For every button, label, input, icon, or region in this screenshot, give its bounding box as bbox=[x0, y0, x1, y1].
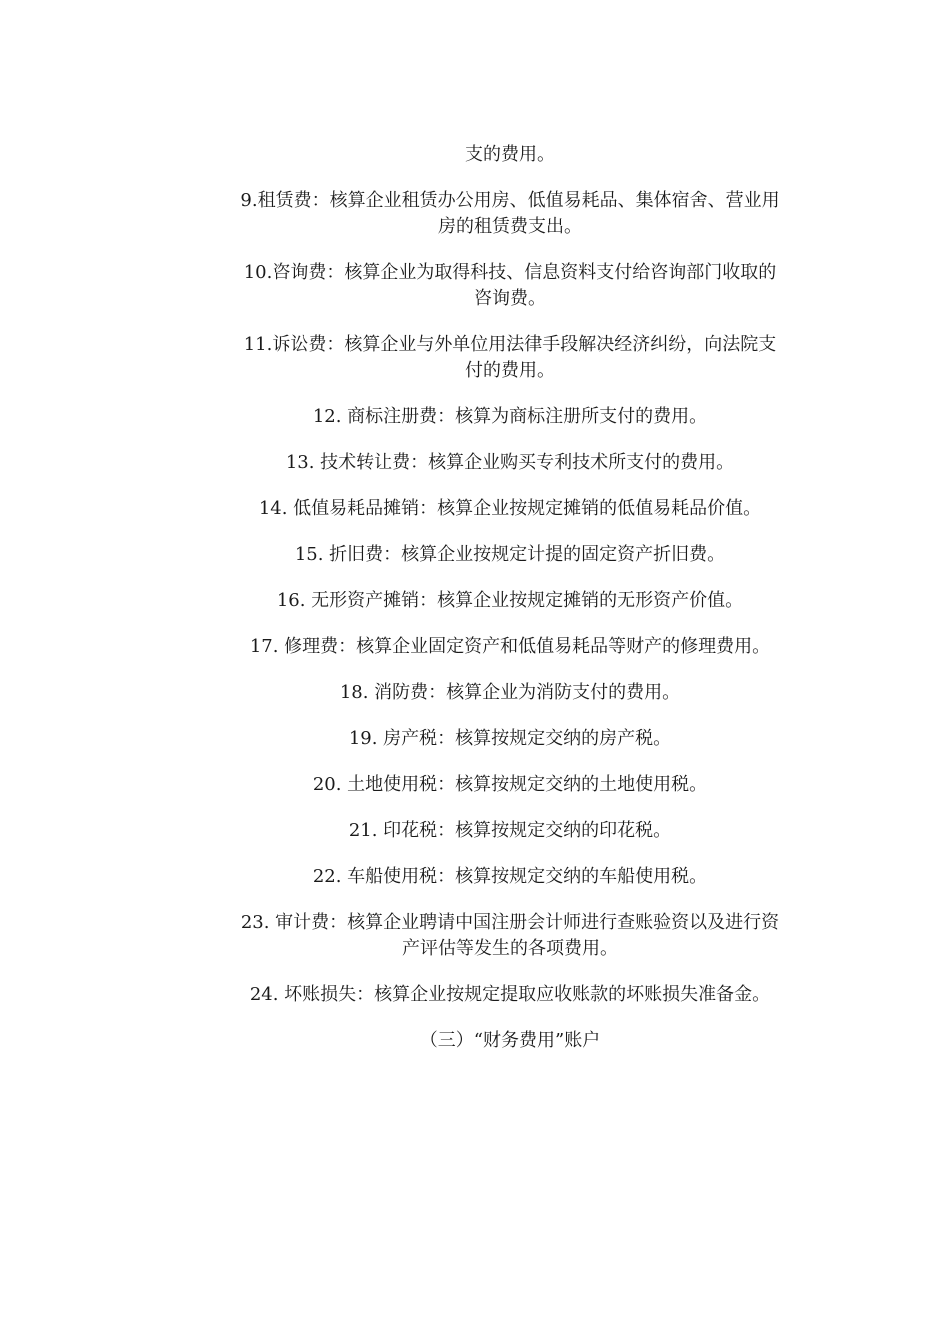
paragraph-item-24: 24. 坏账损失：核算企业按规定提取应收账款的坏账损失准备金。 bbox=[249, 984, 771, 1005]
paragraph-item-14: 14. 低值易耗品摊销：核算企业按规定摊销的低值易耗品价值。 bbox=[258, 498, 762, 519]
paragraph-item-16: 16. 无形资产摊销：核算企业按规定摊销的无形资产价值。 bbox=[276, 590, 744, 611]
paragraph-item-21: 21. 印花税：核算按规定交纳的印花税。 bbox=[348, 820, 672, 841]
paragraph-item-15: 15. 折旧费：核算企业按规定计提的固定资产折旧费。 bbox=[294, 544, 726, 565]
section-heading: （三）“财务费用”账户 bbox=[419, 1030, 601, 1051]
paragraph-item-10: 10.咨询费：核算企业为取得科技、信息资料支付给咨询部门收取的咨询费。 bbox=[243, 262, 777, 309]
paragraph-item-9: 9.租赁费：核算企业租赁办公用房、低值易耗品、集体宿舍、营业用房的租赁费支出。 bbox=[240, 190, 780, 237]
paragraph-item-18: 18. 消防费：核算企业为消防支付的费用。 bbox=[339, 682, 681, 703]
paragraph-item-12: 12. 商标注册费：核算为商标注册所支付的费用。 bbox=[312, 406, 708, 427]
paragraph-item-23: 23. 审计费：核算企业聘请中国注册会计师进行查账验资以及进行资产评估等发生的各项费用。 bbox=[240, 912, 780, 959]
paragraph-item-17: 17. 修理费：核算企业固定资产和低值易耗品等财产的修理费用。 bbox=[249, 636, 771, 657]
paragraph-item-13: 13. 技术转让费：核算企业购买专利技术所支付的费用。 bbox=[285, 452, 735, 473]
paragraph-continuation: 支的费用。 bbox=[465, 144, 555, 165]
paragraph-item-19: 19. 房产税：核算按规定交纳的房产税。 bbox=[348, 728, 672, 749]
document-page bbox=[240, 142, 780, 1072]
paragraph-item-11: 11.诉讼费：核算企业与外单位用法律手段解决经济纠纷，向法院支付的费用。 bbox=[243, 334, 777, 381]
paragraph-item-22: 22. 车船使用税：核算按规定交纳的车船使用税。 bbox=[312, 866, 708, 887]
paragraph-item-20: 20. 土地使用税：核算按规定交纳的土地使用税。 bbox=[312, 774, 708, 795]
